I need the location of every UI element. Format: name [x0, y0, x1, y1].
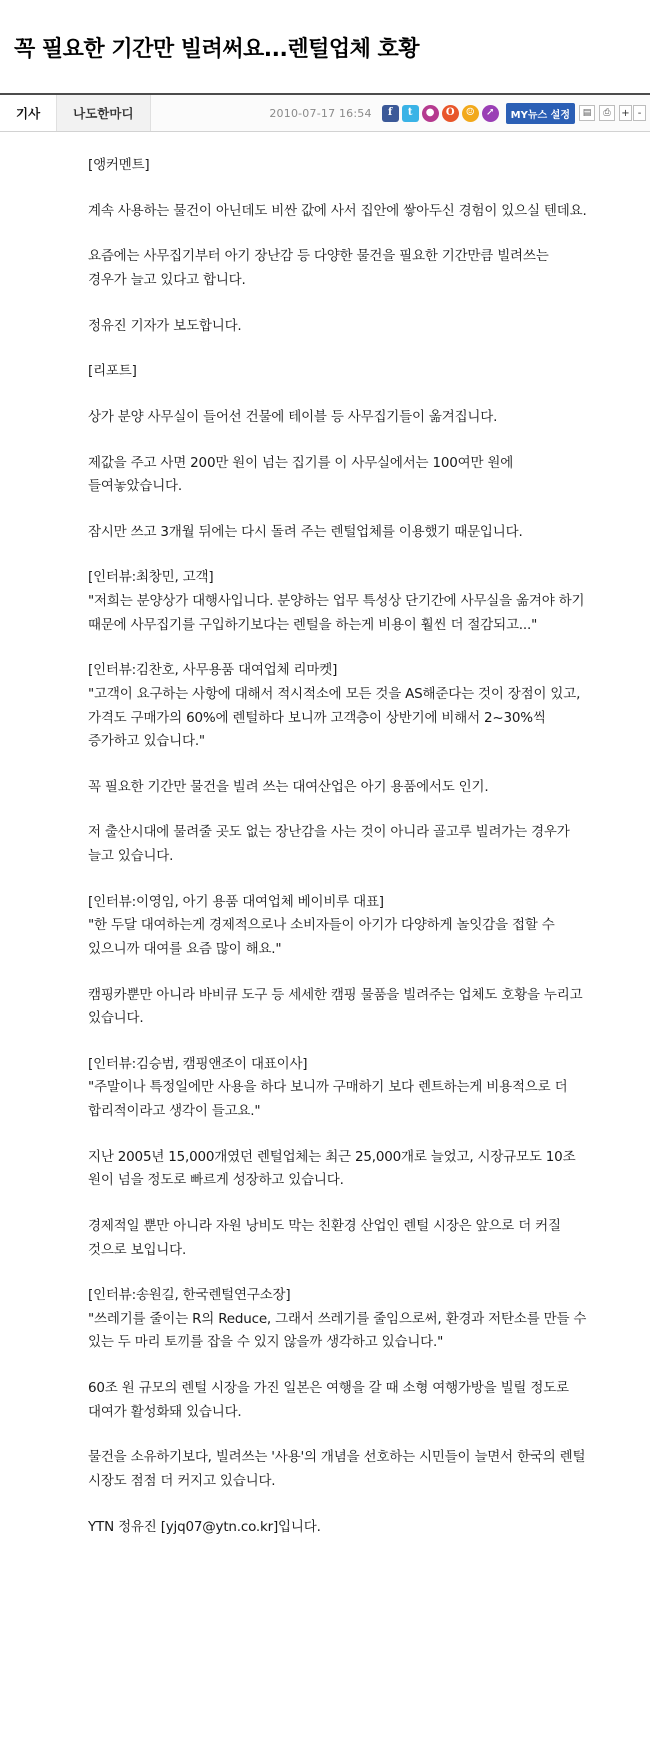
share-icon-group	[382, 105, 499, 122]
article-paragraph: 꼭 필요한 기간만 물건을 빌려 쓰는 대여산업은 아기 용품에서도 인기.	[88, 778, 489, 795]
twitter-icon[interactable]: t	[402, 105, 419, 122]
tab-comments[interactable]: 나도한마디	[57, 95, 150, 131]
article-paragraph: 저 출산시대에 물려줄 곳도 없는 장난감을 사는 것이 아니라 골고루 빌려가는 경우가 늘고 있습니다.	[88, 824, 570, 865]
facebook-icon[interactable]: f	[382, 105, 399, 122]
headline-section	[0, 0, 650, 93]
font-size-controls	[619, 105, 646, 121]
article-paragraph: 제값을 주고 사면 200만 원이 넘는 집기를 이 사무실에서는 100여만 원에 들여놓았습니다.	[88, 454, 514, 495]
publish-timestamp: 2010-07-17 16:54	[269, 106, 372, 120]
page-title: 꼭 필요한 기간만 빌려써요...렌털업체 호황	[14, 36, 419, 62]
tab-article[interactable]: 기사	[0, 95, 57, 131]
article-paragraph: [인터뷰:송원길, 한국렌털연구소장] "쓰레기를 줄이는 R의 Reduce, 그래서 쓰레기를 줄임으로써, 환경과 저탄소를 만들 수 있는 두 마리 토끼를 잡을 수 있지 않을까 생각하고 있습니다."	[88, 1287, 587, 1351]
article-paragraph: 상가 분양 사무실이 들어선 건물에 테이블 등 사무집기들이 옮겨집니다.	[88, 408, 498, 425]
article-paragraph: [인터뷰:김승범, 캠핑앤조이 대표이사] "주말이나 특정일에만 사용을 하다 보니까 구매하기 보다 렌트하는게 비용적으로 더 합리적이라고 생각이 들고요."	[88, 1055, 568, 1120]
article-paragraph: 지난 2005년 15,000개였던 렌털업체는 최근 25,000개로 늘었고, 시장규모도 10조 원이 넘을 정도로 빠르게 성장하고 있습니다.	[88, 1148, 576, 1189]
article-paragraph: [인터뷰:이영임, 아기 용품 대여업체 베이비루 대표] "한 두달 대여하는게 경제적으로나 소비자들이 아기가 다양하게 놀잇감을 접할 수 있으니까 대여를 요즘 많이 해요."	[88, 893, 555, 957]
article-paragraph: 잠시만 쓰고 3개월 뒤에는 다시 돌려 주는 렌털업체를 이용했기 때문입니다.	[88, 523, 523, 540]
share-link-icon[interactable]: ↗	[482, 105, 499, 122]
article-paragraph: 정유진 기자가 보도합니다.	[88, 317, 242, 334]
copy-icon[interactable]: ▤	[579, 105, 595, 121]
smiley-icon[interactable]: ☺	[462, 105, 479, 122]
article-paragraph: 요즘에는 사무집기부터 아기 장난감 등 다양한 물건을 필요한 기간만큼 빌려쓰는 경우가 늘고 있다고 합니다.	[88, 248, 549, 289]
article-paragraph: 물건을 소유하기보다, 빌려쓰는 '사용'의 개념을 선호하는 시민들이 늘면서 한국의 렌털 시장도 점점 더 커지고 있습니다.	[88, 1449, 586, 1489]
font-increase-button[interactable]: +	[619, 105, 632, 121]
article-paragraph: [인터뷰:김찬호, 사무용품 대여업체 리마켓] "고객이 요구하는 사항에 대해서 적시적소에 모든 것을 AS해준다는 것이 장점이 있고, 가격도 구매가의 60%에 렌털하다 보니까 고객층이 상반기에 비해서 2~30%씩 증가하고 있습니다."	[88, 662, 581, 750]
font-decrease-button[interactable]: -	[633, 105, 646, 121]
article-paragraph: YTN 정유진 [yjq07@ytn.co.kr]입니다.	[88, 1518, 321, 1535]
article-body	[0, 132, 650, 1569]
article-toolbar	[0, 93, 650, 132]
article-paragraph: 계속 사용하는 물건이 아닌데도 비싼 값에 사서 집안에 쌓아두신 경험이 있으실 텐데요.	[88, 202, 587, 219]
article-paragraph: [인터뷰:최창민, 고객] "저희는 분양상가 대행사입니다. 분양하는 업무 특성상 단기간에 사무실을 옮겨야 하기 때문에 사무집기를 구입하기보다는 렌털을 하는게 비용이 훨씬 더 절감되고..."	[88, 569, 585, 633]
toolbar-tabs	[0, 95, 151, 131]
print-icon[interactable]: ⎙	[599, 105, 615, 121]
article-paragraph: 60조 원 규모의 렌털 시장을 가진 일본은 여행을 갈 때 소형 여행가방을 빌릴 정도로 대여가 활성화돼 있습니다.	[88, 1380, 569, 1420]
article-paragraph: 캠핑카뿐만 아니라 바비큐 도구 등 세세한 캠핑 물품을 빌려주는 업체도 호황을 누리고 있습니다.	[88, 986, 583, 1027]
opera-icon[interactable]: O	[442, 105, 459, 122]
article-paragraph: [리포트]	[88, 363, 137, 380]
mynews-settings-button[interactable]: MY뉴스 설정	[506, 103, 575, 124]
toolbar-right-group	[269, 95, 650, 131]
article-paragraph: 경제적일 뿐만 아니라 자원 낭비도 막는 친환경 산업인 렌털 시장은 앞으로 더 커질 것으로 보입니다.	[88, 1217, 561, 1258]
article-paragraph: [앵커멘트]	[88, 157, 150, 174]
kakao-icon[interactable]: ●	[422, 105, 439, 122]
